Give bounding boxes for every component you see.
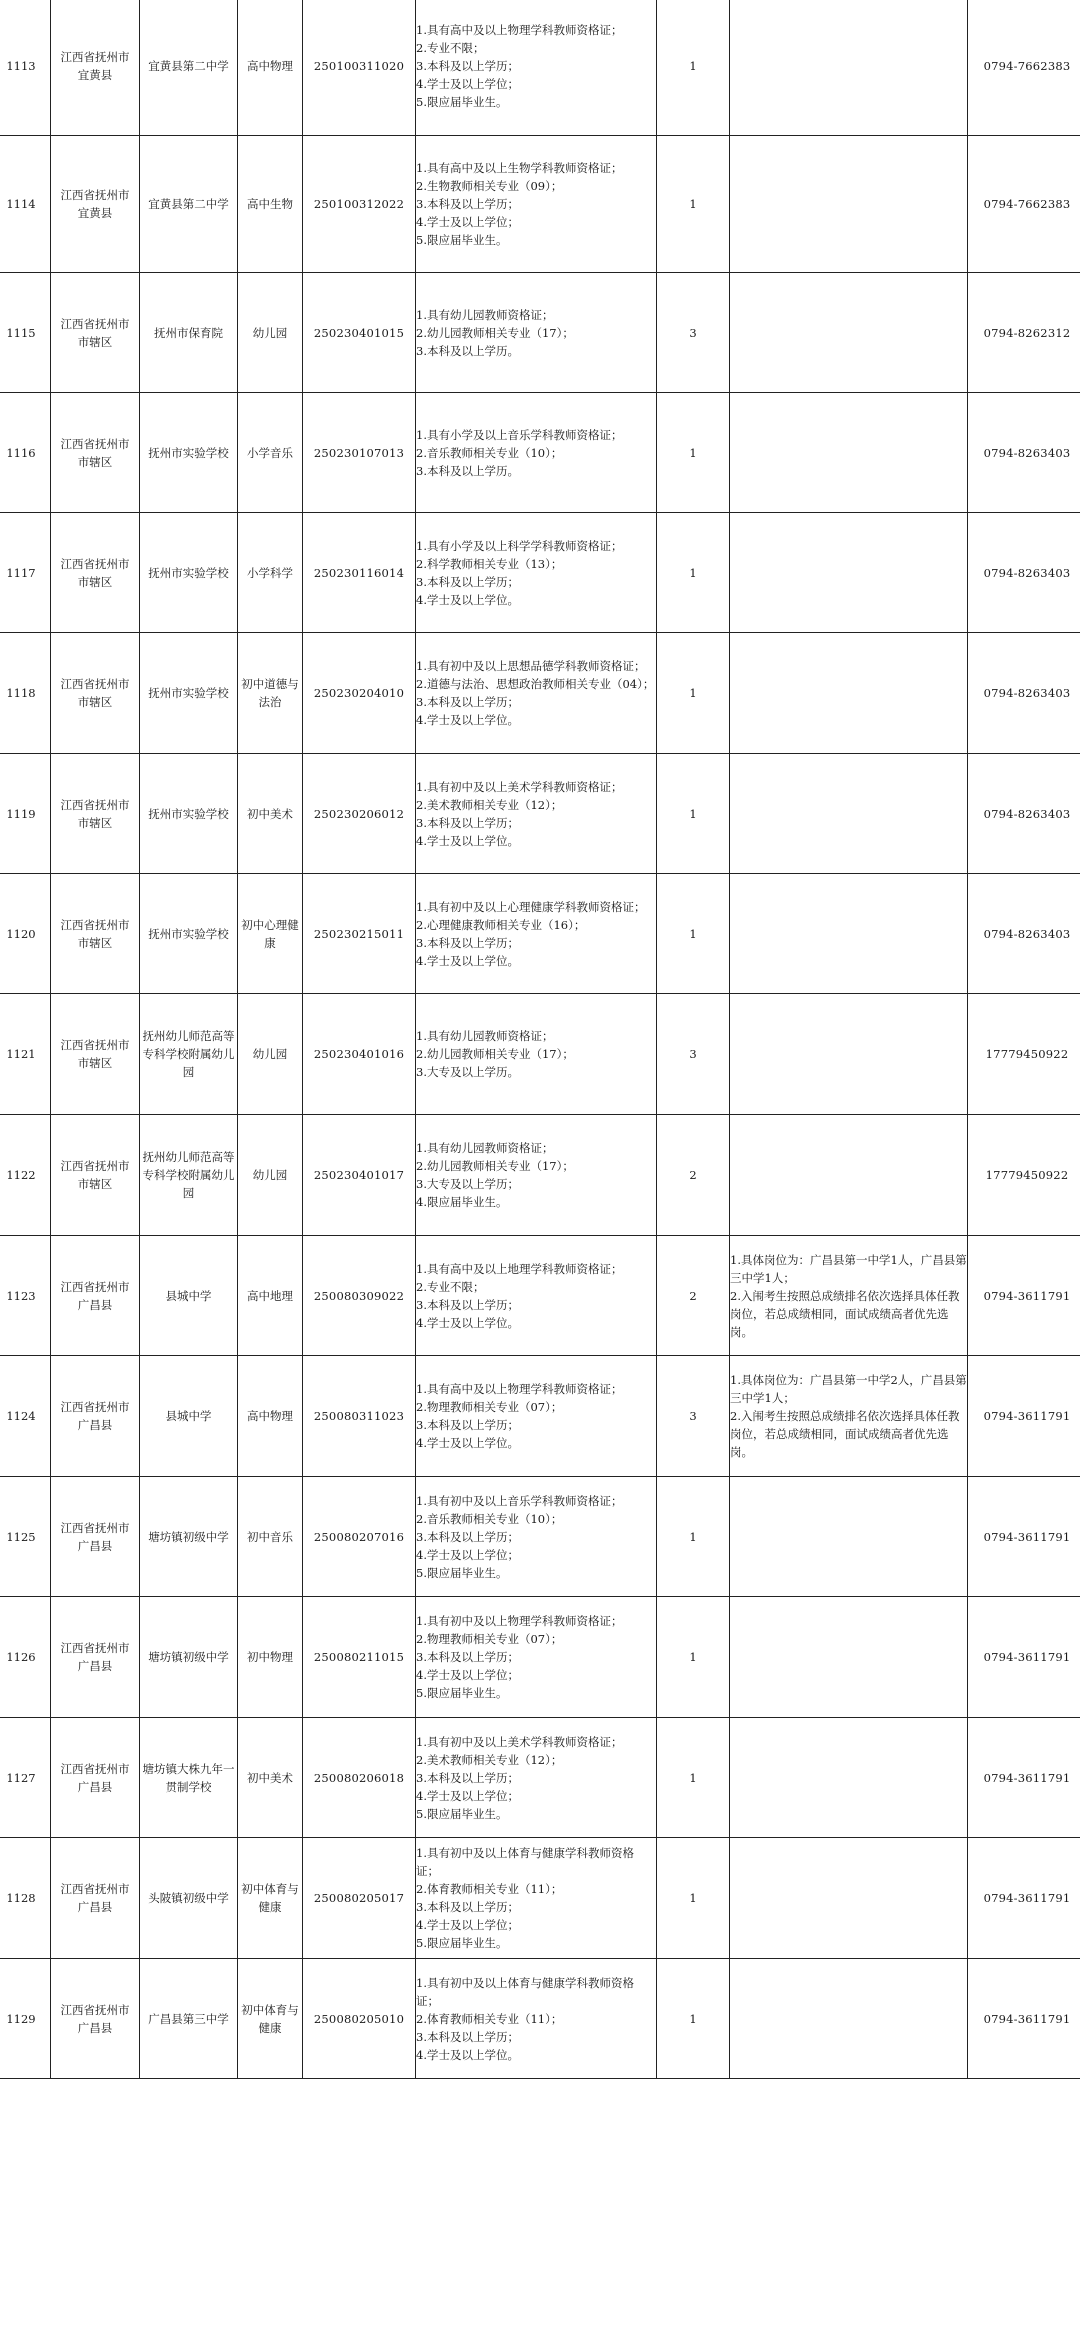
school-cell: 塘坊镇大株九年一贯制学校 xyxy=(140,1718,238,1838)
requirements-cell xyxy=(416,393,657,513)
subject-cell: 高中生物 xyxy=(238,136,303,273)
requirement-line: 3.大专及以上学历； xyxy=(416,1177,519,1191)
contact-phone-cell: 0794-3611791 xyxy=(968,1959,1080,2079)
requirement-line: 2.幼儿园教师相关专业（17）； xyxy=(416,1047,574,1061)
requirement-line: 4.学士及以上学位； xyxy=(416,77,519,91)
requirement-line: 4.学士及以上学位。 xyxy=(416,2047,519,2062)
position-id-cell: 1129 xyxy=(0,1959,51,2079)
school-cell: 塘坊镇初级中学 xyxy=(140,1477,238,1597)
requirement-line: 3.本科及以上学历。 xyxy=(416,463,519,478)
requirements-cell xyxy=(416,136,657,273)
school-cell: 县城中学 xyxy=(140,1236,238,1356)
region-cell xyxy=(51,273,140,393)
region-line: 江西省抚州市 xyxy=(60,917,130,932)
note-cell xyxy=(730,393,968,513)
region-line: 广昌县 xyxy=(77,1538,113,1553)
note-cell xyxy=(730,1115,968,1236)
note-line: 1.具体岗位为：广昌县第一中学1人，广昌县第三中学1人； xyxy=(730,1252,967,1285)
hiring-count-cell: 1 xyxy=(657,393,730,513)
position-id-cell: 1115 xyxy=(0,273,51,393)
region-line: 市辖区 xyxy=(77,574,113,589)
note-line: 2.入闱考生按照总成绩排名依次选择具体任教岗位，若总成绩相同，面试成绩高者优先选岗。 xyxy=(730,1409,960,1459)
position-id-cell: 1120 xyxy=(0,874,51,994)
contact-phone-cell: 0794-8263403 xyxy=(968,874,1080,994)
region-cell xyxy=(51,1356,140,1477)
position-code-cell: 250230116014 xyxy=(303,513,416,633)
region-cell xyxy=(51,1959,140,2079)
school-cell: 宜黄县第二中学 xyxy=(140,136,238,273)
region-line: 市辖区 xyxy=(77,1177,113,1191)
region-line: 市辖区 xyxy=(77,695,113,709)
subject-cell: 初中体育与健康 xyxy=(238,1959,303,2079)
requirement-line: 3.本科及以上学历； xyxy=(416,815,519,830)
table-row xyxy=(0,874,1080,994)
requirement-line: 3.本科及以上学历； xyxy=(416,1297,519,1312)
hiring-count-cell: 3 xyxy=(657,994,730,1115)
requirement-line: 3.本科及以上学历； xyxy=(416,695,519,709)
school-cell: 广昌县第三中学 xyxy=(140,1959,238,2079)
region-cell xyxy=(51,136,140,273)
school-cell: 塘坊镇初级中学 xyxy=(140,1597,238,1718)
requirements-cell xyxy=(416,1838,657,1959)
note-cell xyxy=(730,1959,968,2079)
note-cell xyxy=(730,1838,968,1959)
region-line: 广昌县 xyxy=(77,1418,113,1432)
requirements-cell xyxy=(416,1477,657,1597)
requirement-line: 4.学士及以上学位； xyxy=(416,1547,519,1562)
region-line: 江西省抚州市 xyxy=(60,436,130,451)
region-line: 广昌县 xyxy=(77,1297,113,1312)
table-row xyxy=(0,1236,1080,1356)
position-id-cell: 1125 xyxy=(0,1477,51,1597)
hiring-count-cell: 3 xyxy=(657,273,730,393)
requirements-cell xyxy=(416,754,657,874)
requirement-line: 5.限应届毕业生。 xyxy=(416,1806,508,1821)
requirement-line: 1.具有高中及以上地理学科教师资格证； xyxy=(416,1261,623,1276)
table-row xyxy=(0,1115,1080,1236)
region-cell xyxy=(51,1115,140,1236)
region-line: 广昌县 xyxy=(77,1659,113,1673)
school-cell: 抚州市实验学校 xyxy=(140,393,238,513)
school-cell: 抚州市实验学校 xyxy=(140,633,238,754)
requirement-line: 4.学士及以上学位。 xyxy=(416,1315,519,1330)
requirement-line: 3.本科及以上学历； xyxy=(416,1650,519,1664)
subject-cell: 小学音乐 xyxy=(238,393,303,513)
requirement-line: 3.本科及以上学历； xyxy=(416,2029,519,2044)
subject-cell: 初中道德与法治 xyxy=(238,633,303,754)
region-line: 市辖区 xyxy=(77,454,113,469)
contact-phone-cell: 0794-7662383 xyxy=(968,0,1080,136)
subject-cell: 高中地理 xyxy=(238,1236,303,1356)
subject-cell: 幼儿园 xyxy=(238,994,303,1115)
hiring-count-cell: 1 xyxy=(657,1718,730,1838)
requirements-cell xyxy=(416,513,657,633)
note-cell xyxy=(730,513,968,633)
subject-cell: 初中音乐 xyxy=(238,1477,303,1597)
requirement-line: 2.幼儿园教师相关专业（17）； xyxy=(416,1159,574,1173)
requirements-cell xyxy=(416,1718,657,1838)
position-code-cell: 250230107013 xyxy=(303,393,416,513)
hiring-count-cell: 2 xyxy=(657,1115,730,1236)
subject-cell: 小学科学 xyxy=(238,513,303,633)
region-cell xyxy=(51,633,140,754)
requirement-line: 1.具有高中及以上物理学科教师资格证； xyxy=(416,23,623,37)
position-id-cell: 1122 xyxy=(0,1115,51,1236)
region-line: 江西省抚州市 xyxy=(60,556,130,571)
requirement-line: 1.具有初中及以上心理健康学科教师资格证； xyxy=(416,899,646,914)
hiring-count-cell: 1 xyxy=(657,1597,730,1718)
requirement-line: 3.本科及以上学历； xyxy=(416,935,519,950)
contact-phone-cell: 0794-3611791 xyxy=(968,1477,1080,1597)
position-id-cell: 1124 xyxy=(0,1356,51,1477)
hiring-count-cell: 1 xyxy=(657,754,730,874)
region-cell xyxy=(51,1597,140,1718)
position-code-cell: 250100312022 xyxy=(303,136,416,273)
note-cell xyxy=(730,1718,968,1838)
requirement-line: 3.大专及以上学历。 xyxy=(416,1065,519,1079)
requirement-line: 4.学士及以上学位。 xyxy=(416,833,519,848)
note-cell xyxy=(730,1477,968,1597)
contact-phone-cell: 0794-3611791 xyxy=(968,1597,1080,1718)
subject-cell: 初中心理健康 xyxy=(238,874,303,994)
requirement-line: 1.具有小学及以上音乐学科教师资格证； xyxy=(416,427,623,442)
region-line: 江西省抚州市 xyxy=(60,316,130,331)
subject-cell: 初中美术 xyxy=(238,1718,303,1838)
table-row xyxy=(0,136,1080,273)
table-row xyxy=(0,1959,1080,2079)
region-line: 宜黄县 xyxy=(77,206,113,220)
contact-phone-cell: 0794-8263403 xyxy=(968,513,1080,633)
region-line: 江西省抚州市 xyxy=(60,50,130,64)
hiring-count-cell: 3 xyxy=(657,1356,730,1477)
school-cell: 宜黄县第二中学 xyxy=(140,0,238,136)
region-line: 江西省抚州市 xyxy=(60,677,130,691)
requirement-line: 1.具有高中及以上物理学科教师资格证； xyxy=(416,1382,623,1396)
requirements-cell xyxy=(416,0,657,136)
hiring-count-cell: 1 xyxy=(657,1959,730,2079)
requirements-cell xyxy=(416,1115,657,1236)
requirement-line: 2.美术教师相关专业（12）； xyxy=(416,1752,563,1767)
region-line: 宜黄县 xyxy=(77,68,113,82)
region-line: 市辖区 xyxy=(77,334,113,349)
requirement-line: 4.学士及以上学位。 xyxy=(416,713,519,727)
position-code-cell: 250080311023 xyxy=(303,1356,416,1477)
region-cell xyxy=(51,0,140,136)
requirement-line: 4.学士及以上学位。 xyxy=(416,1436,519,1450)
region-cell xyxy=(51,754,140,874)
position-id-cell: 1128 xyxy=(0,1838,51,1959)
table-row xyxy=(0,513,1080,633)
contact-phone-cell: 17779450922 xyxy=(968,1115,1080,1236)
table-row xyxy=(0,1356,1080,1477)
requirement-line: 2.幼儿园教师相关专业（17）； xyxy=(416,325,574,340)
requirement-line: 5.限应届毕业生。 xyxy=(416,233,508,247)
position-code-cell: 250230401016 xyxy=(303,994,416,1115)
position-id-cell: 1118 xyxy=(0,633,51,754)
requirement-line: 1.具有初中及以上美术学科教师资格证； xyxy=(416,1734,623,1749)
position-id-cell: 1116 xyxy=(0,393,51,513)
requirement-line: 3.本科及以上学历； xyxy=(416,574,519,589)
region-line: 江西省抚州市 xyxy=(60,188,130,202)
school-cell: 头陂镇初级中学 xyxy=(140,1838,238,1959)
position-code-cell: 250080207016 xyxy=(303,1477,416,1597)
table-row xyxy=(0,1718,1080,1838)
position-id-cell: 1117 xyxy=(0,513,51,633)
table-row xyxy=(0,633,1080,754)
requirement-line: 1.具有初中及以上物理学科教师资格证； xyxy=(416,1614,623,1628)
table-row xyxy=(0,0,1080,136)
hiring-count-cell: 1 xyxy=(657,0,730,136)
school-cell: 抚州市保育院 xyxy=(140,273,238,393)
region-line: 江西省抚州市 xyxy=(60,1400,130,1414)
requirement-line: 1.具有初中及以上音乐学科教师资格证； xyxy=(416,1493,623,1508)
table-row xyxy=(0,273,1080,393)
region-line: 江西省抚州市 xyxy=(60,797,130,812)
region-line: 江西省抚州市 xyxy=(60,1520,130,1535)
subject-cell: 幼儿园 xyxy=(238,273,303,393)
region-line: 江西省抚州市 xyxy=(60,2002,130,2017)
table-row xyxy=(0,1838,1080,1959)
note-cell xyxy=(730,1236,968,1356)
contact-phone-cell: 17779450922 xyxy=(968,994,1080,1115)
requirement-line: 4.学士及以上学位； xyxy=(416,215,519,229)
requirements-cell xyxy=(416,1959,657,2079)
region-line: 市辖区 xyxy=(77,935,113,950)
region-cell xyxy=(51,1236,140,1356)
position-id-cell: 1126 xyxy=(0,1597,51,1718)
contact-phone-cell: 0794-8262312 xyxy=(968,273,1080,393)
requirement-line: 2.音乐教师相关专业（10）； xyxy=(416,1511,563,1526)
requirement-line: 2.专业不限； xyxy=(416,1279,485,1294)
requirements-cell xyxy=(416,874,657,994)
hiring-count-cell: 2 xyxy=(657,1236,730,1356)
contact-phone-cell: 0794-8263403 xyxy=(968,633,1080,754)
position-id-cell: 1113 xyxy=(0,0,51,136)
position-id-cell: 1121 xyxy=(0,994,51,1115)
requirement-line: 1.具有初中及以上思想品德学科教师资格证； xyxy=(416,659,646,673)
requirement-line: 1.具有幼儿园教师资格证； xyxy=(416,1029,554,1043)
requirement-line: 2.体育教师相关专业（11）； xyxy=(416,1882,563,1896)
requirement-line: 4.学士及以上学位。 xyxy=(416,953,519,968)
requirement-line: 3.本科及以上学历； xyxy=(416,1900,519,1914)
region-line: 江西省抚州市 xyxy=(60,1159,130,1173)
region-line: 江西省抚州市 xyxy=(60,1279,130,1294)
hiring-count-cell: 1 xyxy=(657,1477,730,1597)
region-line: 江西省抚州市 xyxy=(60,1038,130,1052)
requirement-line: 5.限应届毕业生。 xyxy=(416,95,508,109)
region-line: 广昌县 xyxy=(77,1900,113,1914)
requirement-line: 3.本科及以上学历； xyxy=(416,1418,519,1432)
requirement-line: 4.学士及以上学位； xyxy=(416,1668,519,1682)
requirement-line: 5.限应届毕业生。 xyxy=(416,1936,508,1950)
position-code-cell: 250230215011 xyxy=(303,874,416,994)
requirements-cell xyxy=(416,1597,657,1718)
subject-cell: 幼儿园 xyxy=(238,1115,303,1236)
requirement-line: 3.本科及以上学历； xyxy=(416,197,519,211)
requirement-line: 5.限应届毕业生。 xyxy=(416,1686,508,1700)
position-code-cell: 250080205017 xyxy=(303,1838,416,1959)
position-code-cell: 250100311020 xyxy=(303,0,416,136)
note-cell xyxy=(730,633,968,754)
region-line: 市辖区 xyxy=(77,815,113,830)
hiring-count-cell: 1 xyxy=(657,633,730,754)
position-code-cell: 250230401017 xyxy=(303,1115,416,1236)
requirement-line: 1.具有幼儿园教师资格证； xyxy=(416,1141,554,1155)
note-cell xyxy=(730,273,968,393)
contact-phone-cell: 0794-7662383 xyxy=(968,136,1080,273)
table-row xyxy=(0,393,1080,513)
requirement-line: 2.专业不限； xyxy=(416,41,485,55)
note-line: 2.入闱考生按照总成绩排名依次选择具体任教岗位，若总成绩相同，面试成绩高者优先选岗。 xyxy=(730,1288,960,1339)
position-code-cell: 250080211015 xyxy=(303,1597,416,1718)
contact-phone-cell: 0794-3611791 xyxy=(968,1236,1080,1356)
subject-cell: 初中美术 xyxy=(238,754,303,874)
hiring-count-cell: 1 xyxy=(657,874,730,994)
position-code-cell: 250230206012 xyxy=(303,754,416,874)
requirement-line: 1.具有初中及以上体育与健康学科教师资格证； xyxy=(416,1975,634,2008)
position-id-cell: 1119 xyxy=(0,754,51,874)
contact-phone-cell: 0794-8263403 xyxy=(968,393,1080,513)
region-line: 江西省抚州市 xyxy=(60,1641,130,1655)
region-cell xyxy=(51,1718,140,1838)
note-cell xyxy=(730,136,968,273)
note-cell xyxy=(730,1597,968,1718)
school-cell: 县城中学 xyxy=(140,1356,238,1477)
requirement-line: 2.生物教师相关专业（09）； xyxy=(416,179,563,193)
requirement-line: 2.体育教师相关专业（11）； xyxy=(416,2011,563,2026)
hiring-count-cell: 1 xyxy=(657,513,730,633)
school-cell: 抚州市实验学校 xyxy=(140,754,238,874)
region-cell xyxy=(51,393,140,513)
region-line: 江西省抚州市 xyxy=(60,1761,130,1776)
note-cell xyxy=(730,754,968,874)
requirement-line: 2.科学教师相关专业（13）； xyxy=(416,556,563,571)
position-code-cell: 250230204010 xyxy=(303,633,416,754)
contact-phone-cell: 0794-3611791 xyxy=(968,1356,1080,1477)
requirement-line: 2.美术教师相关专业（12）； xyxy=(416,797,563,812)
requirement-line: 5.限应届毕业生。 xyxy=(416,1565,508,1580)
requirement-line: 4.学士及以上学位； xyxy=(416,1788,519,1803)
table-row xyxy=(0,1597,1080,1718)
requirement-line: 1.具有高中及以上生物学科教师资格证； xyxy=(416,161,623,175)
subject-cell: 高中物理 xyxy=(238,1356,303,1477)
requirement-line: 2.物理教师相关专业（07）； xyxy=(416,1400,563,1414)
position-code-cell: 250080206018 xyxy=(303,1718,416,1838)
region-line: 市辖区 xyxy=(77,1056,113,1070)
region-cell xyxy=(51,994,140,1115)
school-cell: 抚州市实验学校 xyxy=(140,874,238,994)
requirement-line: 1.具有初中及以上美术学科教师资格证； xyxy=(416,779,623,794)
requirement-line: 3.本科及以上学历； xyxy=(416,59,519,73)
table-row xyxy=(0,994,1080,1115)
requirement-line: 2.心理健康教师相关专业（16）； xyxy=(416,917,586,932)
requirements-cell xyxy=(416,1236,657,1356)
requirement-line: 2.物理教师相关专业（07）； xyxy=(416,1632,563,1646)
region-cell xyxy=(51,1477,140,1597)
requirements-cell xyxy=(416,1356,657,1477)
requirements-cell xyxy=(416,994,657,1115)
position-id-cell: 1123 xyxy=(0,1236,51,1356)
requirement-line: 4.学士及以上学位。 xyxy=(416,592,519,607)
position-id-cell: 1127 xyxy=(0,1718,51,1838)
school-cell: 抚州幼儿师范高等专科学校附属幼儿园 xyxy=(140,1115,238,1236)
region-line: 广昌县 xyxy=(77,1779,113,1794)
region-line: 江西省抚州市 xyxy=(60,1882,130,1896)
table-row xyxy=(0,754,1080,874)
position-code-cell: 250230401015 xyxy=(303,273,416,393)
region-line: 广昌县 xyxy=(77,2020,113,2035)
subject-cell: 初中体育与健康 xyxy=(238,1838,303,1959)
note-cell xyxy=(730,1356,968,1477)
requirement-line: 4.限应届毕业生。 xyxy=(416,1195,508,1209)
note-cell xyxy=(730,994,968,1115)
note-cell xyxy=(730,874,968,994)
requirement-line: 1.具有小学及以上科学学科教师资格证； xyxy=(416,538,623,553)
region-cell xyxy=(51,1838,140,1959)
position-code-cell: 250080205010 xyxy=(303,1959,416,2079)
requirement-line: 3.本科及以上学历； xyxy=(416,1770,519,1785)
contact-phone-cell: 0794-3611791 xyxy=(968,1718,1080,1838)
hiring-count-cell: 1 xyxy=(657,1838,730,1959)
requirement-line: 3.本科及以上学历； xyxy=(416,1529,519,1544)
contact-phone-cell: 0794-3611791 xyxy=(968,1838,1080,1959)
subject-cell: 高中物理 xyxy=(238,0,303,136)
position-code-cell: 250080309022 xyxy=(303,1236,416,1356)
contact-phone-cell: 0794-8263403 xyxy=(968,754,1080,874)
school-cell: 抚州市实验学校 xyxy=(140,513,238,633)
region-cell xyxy=(51,513,140,633)
note-cell xyxy=(730,0,968,136)
school-cell: 抚州幼儿师范高等专科学校附属幼儿园 xyxy=(140,994,238,1115)
requirement-line: 1.具有幼儿园教师资格证； xyxy=(416,307,554,322)
requirement-line: 4.学士及以上学位； xyxy=(416,1918,519,1932)
note-line: 1.具体岗位为：广昌县第一中学2人，广昌县第三中学1人； xyxy=(730,1373,967,1405)
requirement-line: 1.具有初中及以上体育与健康学科教师资格证； xyxy=(416,1846,634,1878)
requirements-cell xyxy=(416,273,657,393)
subject-cell: 初中物理 xyxy=(238,1597,303,1718)
requirement-line: 3.本科及以上学历。 xyxy=(416,343,519,358)
position-id-cell: 1114 xyxy=(0,136,51,273)
table-row xyxy=(0,1477,1080,1597)
hiring-count-cell: 1 xyxy=(657,136,730,273)
requirement-line: 2.音乐教师相关专业（10）； xyxy=(416,445,563,460)
requirements-cell xyxy=(416,633,657,754)
region-cell xyxy=(51,874,140,994)
requirement-line: 2.道德与法治、思想政治教师相关专业（04）； xyxy=(416,677,655,691)
